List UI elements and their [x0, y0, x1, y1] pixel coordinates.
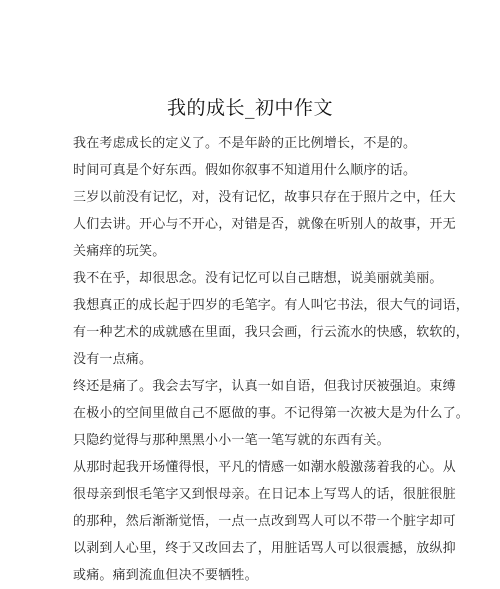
- article-line: 我想真正的成长起于四岁的毛笔字。有人叫它书法，很大气的词语，: [73, 298, 470, 313]
- article-line: 很母亲到恨毛笔字又到恨母亲。在日记本上写骂人的话，很脏很脏: [73, 487, 456, 502]
- article-line: 人们去讲。开心与不开心，对错是否，就像在听别人的故事，开无: [73, 217, 456, 232]
- article-line: 的那种，然后渐渐觉悟，一点一点改到骂人可以不带一个脏字却可: [73, 514, 456, 529]
- article-line: 我不在乎，却很思念。没有记忆可以自己瞎想，说美丽就美丽。: [73, 271, 443, 286]
- article-body: [73, 130, 470, 589]
- article-line: 有一种艺术的成就感在里面，我只会画，行云流水的快感，软软的，: [73, 325, 470, 340]
- article-line: 或痛。痛到流血但决不要牺牲。: [73, 568, 258, 583]
- article-line: 三岁以前没有记忆，对，没有记忆，故事只存在于照片之中，任大: [73, 190, 456, 205]
- article-line: 我在考虑成长的定义了。不是年龄的正比例增长，不是的。: [73, 136, 417, 151]
- article-line: 在极小的空间里做自己不愿做的事。不记得第一次被大是为什么了。: [73, 406, 470, 421]
- article-line: 时间可真是个好东西。假如你叙事不知道用什么顺序的话。: [73, 163, 417, 178]
- article-line: 关痛痒的玩笑。: [73, 244, 166, 259]
- article-line: 以剥到人心里，终于又改回去了，用脏话骂人可以很震撼，放纵抑: [73, 541, 456, 556]
- article-line: 只隐约觉得与那种黑黑小小一笔一笔写就的东西有关。: [73, 433, 390, 448]
- article-line: 从那时起我开场懂得恨，平凡的情感一如潮水般激荡着我的心。从: [73, 460, 456, 475]
- article-title: 我的成长_初中作文: [166, 97, 333, 119]
- article-line: 终还是痛了。我会去写字，认真一如自语，但我讨厌被强迫。束缚: [73, 379, 456, 394]
- article-line: 没有一点痛。: [73, 352, 153, 367]
